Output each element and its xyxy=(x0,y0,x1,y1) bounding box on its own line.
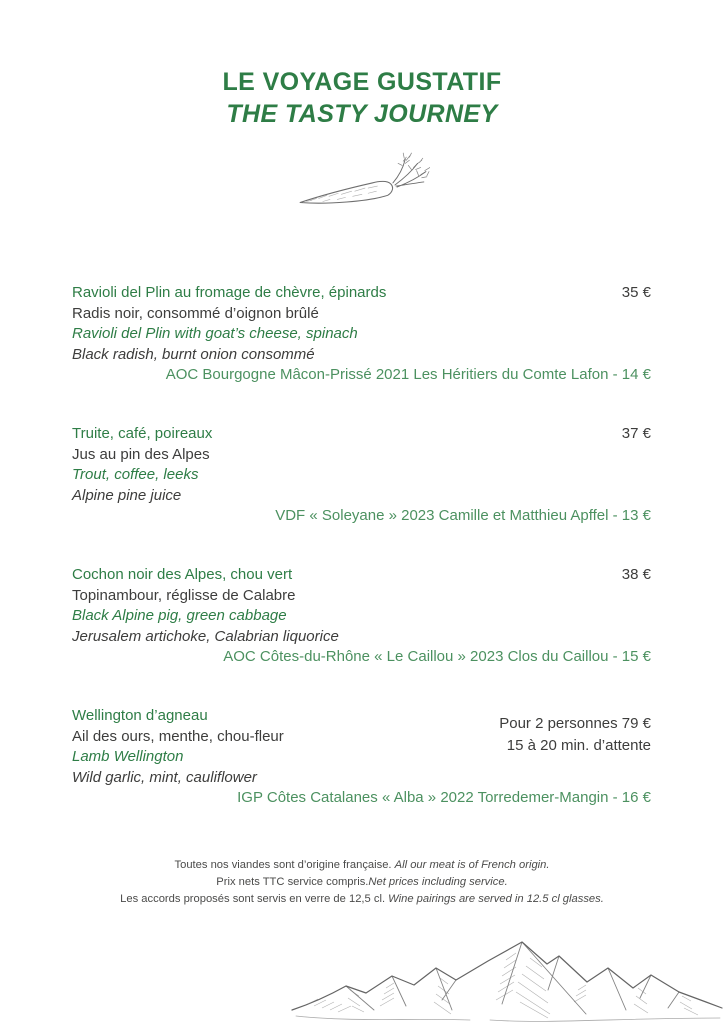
dish-ravioli xyxy=(72,283,651,386)
dish-price: 38 € xyxy=(621,565,651,583)
note-net-prices xyxy=(0,874,724,891)
dish-lamb-wellington xyxy=(72,706,651,809)
note-en: Wine pairings are served in 12.5 cl glasses. xyxy=(388,893,604,906)
price-note-line1: Pour 2 personnes 79 € xyxy=(499,714,651,732)
dish-desc-fr: Jus au pin des Alpes xyxy=(72,445,210,463)
dish-price: 37 € xyxy=(621,424,651,442)
note-en: Net prices including service. xyxy=(368,876,508,889)
note-fr: Toutes nos viandes sont d’origine française. xyxy=(174,859,392,871)
mountain-range-sketch-icon xyxy=(290,930,724,1024)
dish-desc-fr: Topinambour, réglisse de Calabre xyxy=(72,586,296,604)
dish-name-en: Black Alpine pig, green cabbage xyxy=(72,607,287,625)
dish-name-en: Trout, coffee, leeks xyxy=(72,466,199,484)
dish-desc-en: Alpine pine juice xyxy=(72,486,182,504)
dish-desc-en: Black radish, burnt onion consommé xyxy=(72,345,315,363)
dish-trout xyxy=(72,424,651,527)
dish-name-fr: Ravioli del Plin au fromage de chèvre, épinards xyxy=(72,284,387,301)
note-fr: Prix nets TTC service compris. xyxy=(216,876,369,889)
carrot-illustration xyxy=(296,150,430,220)
note-en: All our meat is of French origin. xyxy=(394,859,550,871)
price-note-line2: 15 à 20 min. d’attente xyxy=(506,736,651,754)
note-fr: Les accords proposés sont servis en verre de 12,5 cl. xyxy=(120,893,386,906)
note-meat-origin xyxy=(0,857,724,874)
wine-pairing: AOC Bourgogne Mâcon-Prissé 2021 Les Héritiers du Comte Lafon - 14 € xyxy=(165,366,651,384)
wine-pairing: IGP Côtes Catalanes « Alba » 2022 Torredemer-Mangin - 16 € xyxy=(237,789,651,807)
wine-pairing: VDF « Soleyane » 2023 Camille et Matthieu Apffel - 13 € xyxy=(275,507,651,525)
restaurant-menu-title-en: THE TASTY JOURNEY xyxy=(226,100,498,128)
dish-name-en: Lamb Wellington xyxy=(72,748,184,766)
dish-name-fr: Wellington d’agneau xyxy=(72,706,208,724)
dish-name-en: Ravioli del Plin with goat’s cheese, spinach xyxy=(72,325,358,343)
note-wine-glasses xyxy=(0,891,724,908)
dish-pork xyxy=(72,565,651,668)
dish-name-fr: Cochon noir des Alpes, chou vert xyxy=(72,565,293,583)
wine-pairing: AOC Côtes-du-Rhône « Le Caillou » 2023 Clos du Caillou - 15 € xyxy=(223,648,651,666)
mountains-illustration xyxy=(290,930,724,1024)
dish-list xyxy=(72,283,651,847)
dish-desc-fr: Ail des ours, menthe, chou-fleur xyxy=(72,727,284,745)
footer-notes xyxy=(0,857,724,909)
dish-price: 35 € xyxy=(621,284,651,301)
restaurant-menu-title-fr: LE VOYAGE GUSTATIF xyxy=(222,68,502,96)
dish-desc-fr: Radis noir, consommé d’oignon brûlé xyxy=(72,304,319,322)
carrot-sketch-icon xyxy=(296,150,430,220)
dish-name-fr: Truite, café, poireaux xyxy=(72,424,213,442)
dish-price-note xyxy=(499,713,651,757)
dish-desc-en: Wild garlic, mint, cauliflower xyxy=(72,768,257,786)
dish-desc-en: Jerusalem artichoke, Calabrian liquorice xyxy=(72,627,339,645)
menu-header xyxy=(0,66,724,130)
